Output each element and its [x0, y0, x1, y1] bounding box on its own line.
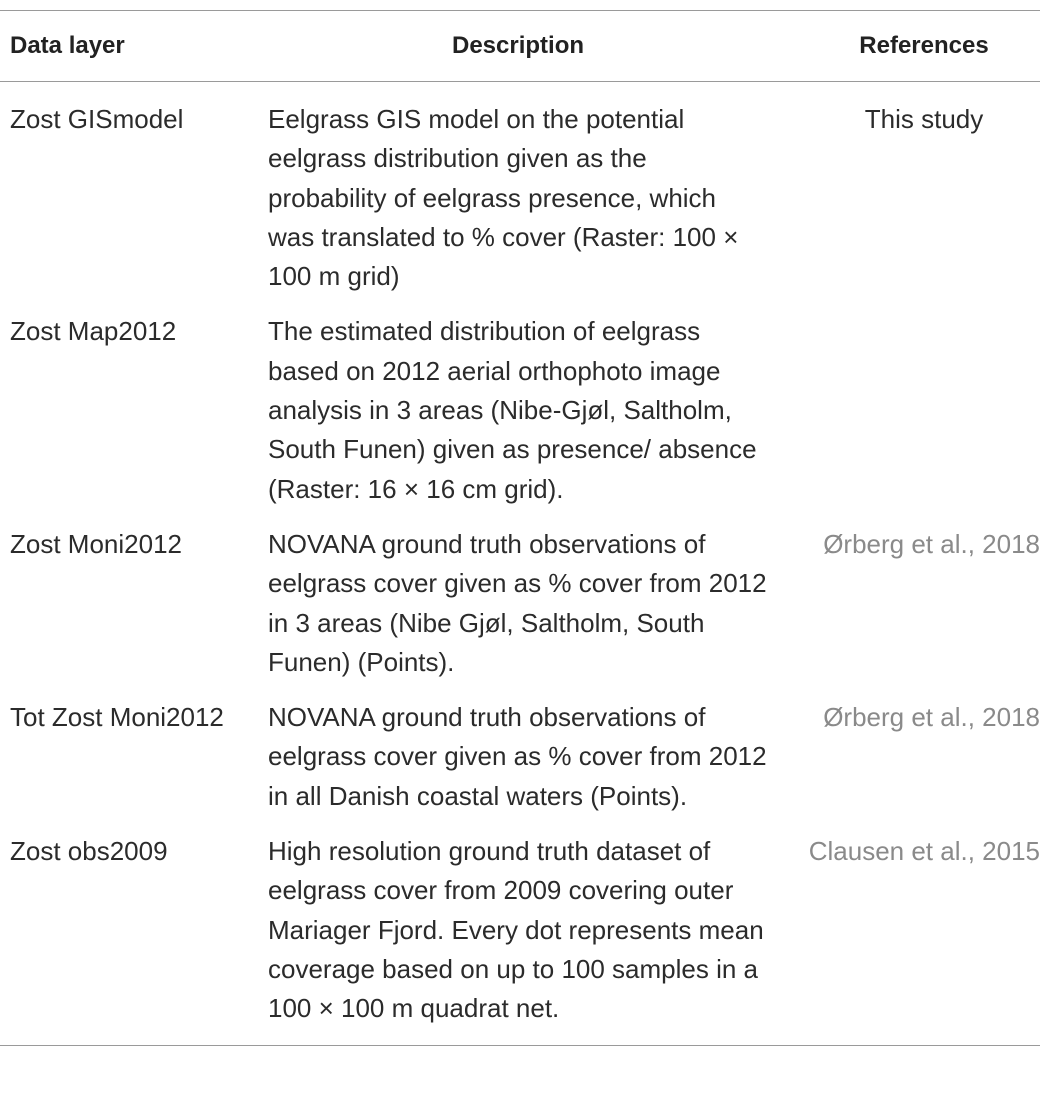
cell-description: High resolution ground truth dataset of eelgrass cover from 2009 covering outer Mariager Fjord. Every dot represents mean coverage based on up to 100 samples in a 100 × 100 m quadrat net.	[268, 836, 764, 1024]
cell-data-layer: Zost Moni2012	[10, 528, 182, 559]
cell-data-layer: Zost Map2012	[10, 316, 177, 347]
table-row	[0, 816, 1040, 1045]
cell-reference-link[interactable]: Ørberg et al., 2018	[823, 528, 1040, 559]
table-row	[0, 82, 1040, 297]
header-references: References	[859, 32, 989, 59]
cell-description: NOVANA ground truth observations of eelgrass cover given as % cover from 2012 in 3 areas (Nibe Gjøl, Saltholm, South Funen) (Points).	[268, 528, 767, 677]
data-layers-table	[0, 10, 1040, 1046]
cell-reference: This study	[864, 104, 984, 134]
header-data-layer: Data layer	[10, 32, 125, 59]
cell-data-layer: Zost obs2009	[10, 836, 168, 867]
cell-data-layer: Tot Zost Moni2012	[10, 702, 224, 733]
cell-reference	[778, 296, 1040, 508]
table-header	[0, 11, 1040, 82]
cell-reference-link[interactable]: Clausen et al., 2015	[808, 836, 1040, 867]
cell-data-layer: Zost GISmodel	[10, 104, 184, 134]
table-row	[0, 509, 1040, 682]
table-row	[0, 682, 1040, 816]
cell-description: Eelgrass GIS model on the potential eelgrass distribution given as the probability of eelgrass presence, which was translated to % cover (Raster: 100 × 100 m grid)	[268, 104, 739, 292]
header-row	[0, 11, 1040, 82]
header-description: Description	[451, 32, 585, 59]
cell-reference-link[interactable]: Ørberg et al., 2018	[823, 702, 1040, 733]
table-body	[0, 82, 1040, 1046]
cell-description: The estimated distribution of eelgrass based on 2012 aerial orthophoto image analysis in 3 areas (Nibe-Gjøl, Saltholm, South Funen) given as presence/ absence (Raster: 16 × 16 cm grid).	[268, 316, 757, 504]
table-row	[0, 296, 1040, 508]
cell-description: NOVANA ground truth observations of eelgrass cover given as % cover from 2012 in all Danish coastal waters (Points).	[268, 702, 767, 811]
